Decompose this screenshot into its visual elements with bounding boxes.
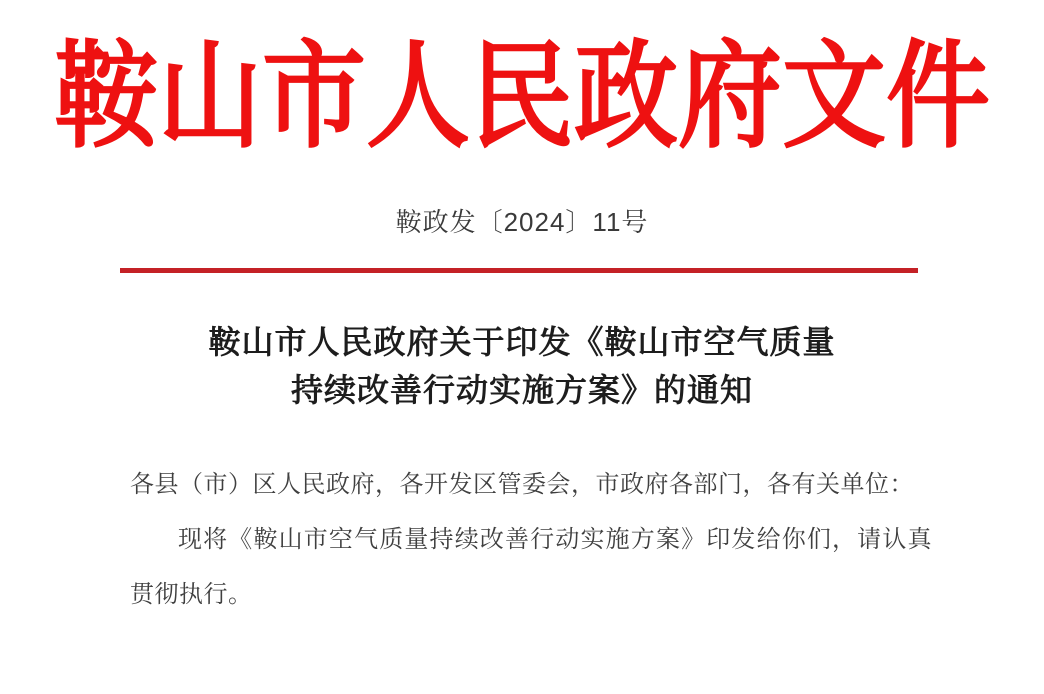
doc-number: 鞍政发〔2024〕11号 xyxy=(395,207,649,237)
body-paragraph: 现将《鞍山市空气质量持续改善行动实施方案》印发给你们，请认真贯彻执行。 xyxy=(130,527,932,608)
salutation-paragraph: 各县（市）区人民政府，各开发区管委会，市政府各部门，各有关单位： xyxy=(130,472,914,498)
document-body xyxy=(130,458,932,623)
masthead-title: 鞍山市人民政府文件 xyxy=(53,33,990,163)
red-divider-line xyxy=(120,268,918,273)
document-title-line-1: 鞍山市人民政府关于印发《鞍山市空气质量 xyxy=(208,324,836,360)
document-title xyxy=(0,318,1044,414)
document-title-line-2: 持续改善行动实施方案》的通知 xyxy=(290,372,753,408)
